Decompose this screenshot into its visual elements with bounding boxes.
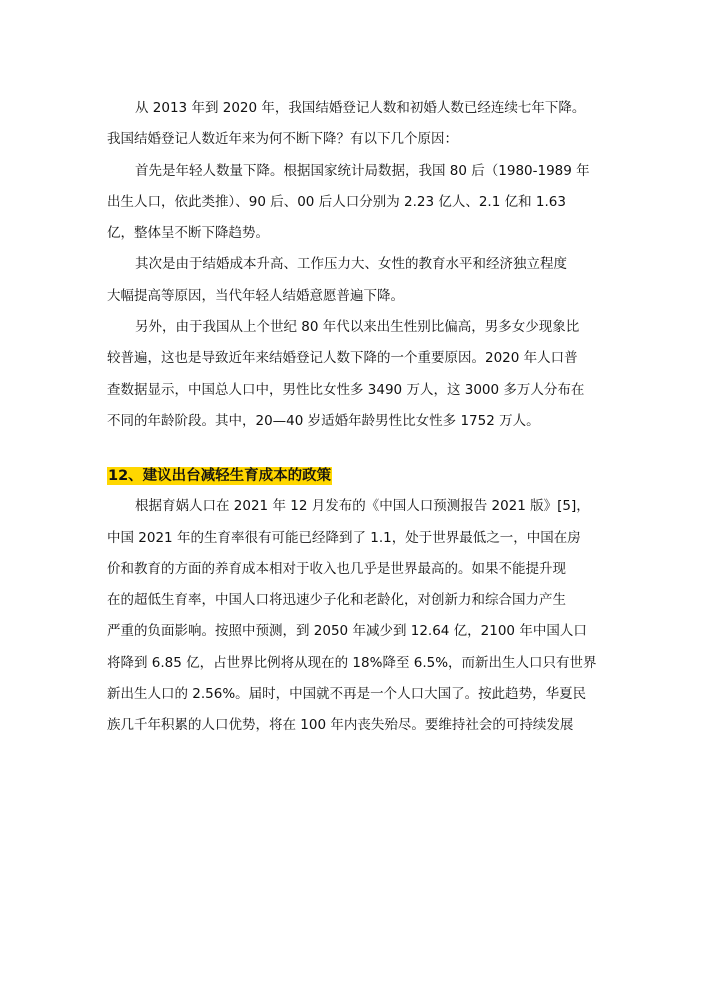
text-line: 根据育娲人口在 2021 年 12 月发布的《中国人口预测报告 2021 版》[5]，: [135, 498, 590, 515]
text-line: 另外，由于我国从上个世纪 80 年代以来出生性别比偏高，男多女少现象比: [135, 319, 580, 336]
text-line: 其次是由于结婚成本升高、工作压力大、女性的教育水平和经济独立程度: [135, 256, 567, 273]
paragraph-reason-sex-ratio: [107, 312, 601, 437]
text-line: 大幅提高等原因，当代年轻人结婚意愿普遍下降。: [107, 287, 404, 304]
text-line: 从 2013 年到 2020 年，我国结婚登记人数和初婚人数已经连续七年下降。: [135, 100, 586, 116]
paragraph-reason-cost: [107, 249, 601, 312]
text-line: 首先是年轻人数量下降。根据国家统计局数据，我国 80 后（1980-1989 年: [135, 162, 590, 179]
text-line: 严重的负面影响。按照中预测，到 2050 年减少到 12.64 亿，2100 年中国人口: [107, 623, 587, 640]
section-spacer: [107, 437, 601, 462]
text-line: 亿，整体呈不断下降趋势。: [107, 225, 269, 242]
text-line: 中国 2021 年的生育率很有可能已经降到了 1.1，处于世界最低之一，中国在房: [107, 529, 581, 546]
paragraph-reasons-intro: [107, 124, 601, 155]
text-line: 价和教育的方面的养育成本相对于收入也几乎是世界最高的。如果不能提升现: [107, 560, 566, 577]
document-body: [107, 93, 601, 742]
text-line: 在的超低生育率，中国人口将迅速少子化和老龄化，对创新力和综合国力产生: [107, 592, 566, 609]
text-line: 不同的年龄阶段。其中，20—40 岁适婚年龄男性比女性多 1752 万人。: [107, 412, 540, 429]
text-line: 较普遍，这也是导致近年来结婚登记人数下降的一个重要原因。2020 年人口普: [107, 350, 578, 367]
text-line: 将降到 6.85 亿，占世界比例将从现在的 18%降至 6.5%，而新出生人口只有世界: [107, 654, 597, 671]
text-line: 出生人口，依此类推）、90 后、00 后人口分别为 2.23 亿人、2.1 亿和 1.63: [107, 193, 566, 210]
section-heading-text: 12、建议出台减轻生育成本的政策: [108, 468, 332, 485]
text-line: 族几千年积累的人口优势，将在 100 年内丧失殆尽。要维持社会的可持续发展: [107, 717, 574, 734]
text-line: 我国结婚登记人数近年来为何不断下降？有以下几个原因：: [107, 131, 458, 148]
text-line: 查数据显示，中国总人口中，男性比女性多 3490 万人，这 3000 多万人分布在: [107, 381, 585, 398]
paragraph-fertility-forecast: [107, 491, 601, 741]
paragraph-reason-population: [107, 156, 601, 250]
paragraph-decline-summary: [107, 93, 601, 124]
section-heading: [107, 462, 601, 491]
text-line: 新出生人口的 2.56%。届时，中国就不再是一个人口大国了。按此趋势，华夏民: [107, 686, 587, 703]
